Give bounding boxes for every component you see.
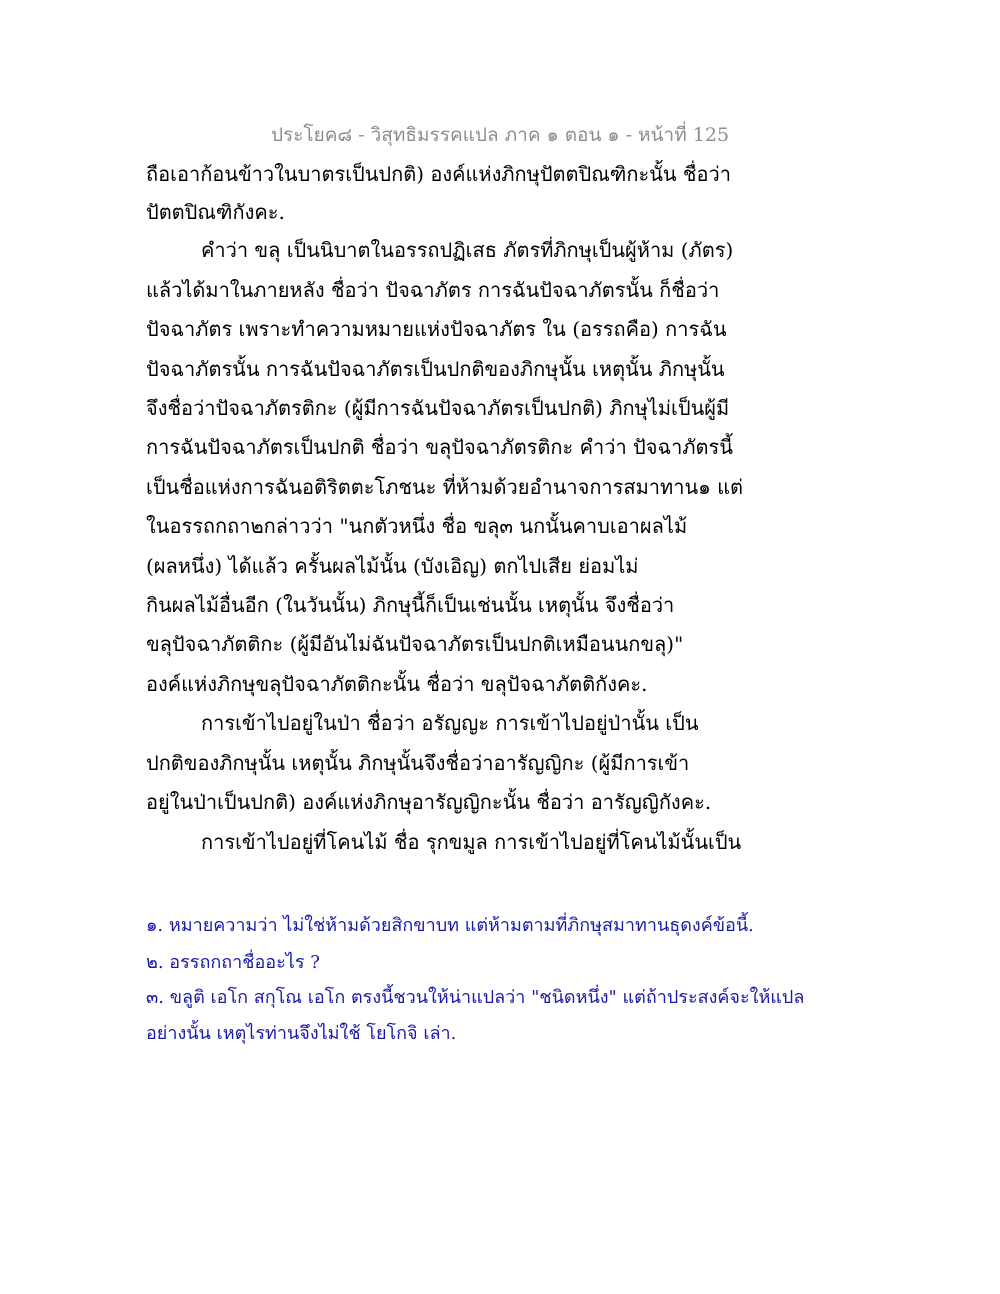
body-line: ปัตตปิณฑิกังคะ. [146, 200, 285, 224]
body-line: อยู่ในป่าเป็นปกติ) องค์แห่งภิกษุอารัญญิกะนั้น ชื่อว่า อารัญญิกังคะ. [146, 790, 712, 814]
body-line: กินผลไม้อื่นอีก (ในวันนั้น) ภิกษุนี้ก็เป็นเช่นนั้น เหตุนั้น จึงชื่อว่า [146, 593, 675, 617]
body-line: คําว่า ขลุ เป็นนิบาตในอรรถปฏิเสธ ภัตรที่ภิกษุเป็นผู้ห้าม (ภัตร) [201, 238, 734, 262]
body-line: ปกติของภิกษุนั้น เหตุนั้น ภิกษุนั้นจึงชื่อว่าอารัญญิกะ (ผู้มีการเข้า [146, 751, 690, 775]
body-line: จึงชื่อว่าปัจฉาภัตรติกะ (ผู้มีการฉันปัจฉาภัตรเป็นปกติ) ภิกษุไม่เป็นผู้มี [146, 396, 730, 420]
page-header: ประโยค๘ - วิสุทธิมรรคแปล ภาค ๑ ตอน ๑ - หน้าที่ 125 [270, 124, 730, 146]
body-line: ในอรรถกถา๒กล่าวว่า "นกตัวหนึ่ง ชื่อ ขลุ๓ นกนั้นคาบเอาผลไม้ [146, 514, 688, 538]
footnote-1: ๑. หมายความว่า ไม่ใช่ห้ามด้วยสิกขาบท แต่ห้ามตามที่ภิกษุสมาทานธุดงค์ข้อนี้. [146, 915, 754, 936]
footnote-2: ๒. อรรถกถาชื่ออะไร ? [146, 952, 320, 973]
footnote-3-continued: อย่างนั้น เหตุไรท่านจึงไม่ใช้ โยโกจิ เล่า. [146, 1023, 457, 1044]
body-line: แล้วได้มาในภายหลัง ชื่อว่า ปัจฉาภัตร การฉันปัจฉาภัตรนั้น ก็ชื่อว่า [146, 278, 720, 302]
body-line: เป็นชื่อแห่งการฉันอติริตตะโภชนะ ที่ห้ามด้วยอํานาจการสมาทาน๑ แต่ [146, 475, 744, 499]
body-line: ปัจฉาภัตร เพราะทําความหมายแห่งปัจฉาภัตร ใน (อรรถคือ) การฉัน [146, 317, 727, 341]
body-line: การเข้าไปอยู่ที่โคนไม้ ชื่อ รุกขมูล การเข้าไปอยู่ที่โคนไม้นั้นเป็น [201, 830, 742, 854]
body-line: ถือเอาก้อนข้าวในบาตรเป็นปกติ) องค์แห่งภิกษุปัตตปิณฑิกะนั้น ชื่อว่า [146, 162, 731, 186]
body-line: ขลุปัจฉาภัตติกะ (ผู้มีอันไม่ฉันปัจฉาภัตรเป็นปกติเหมือนนกขลุ)" [146, 632, 684, 656]
footnote-3: ๓. ขลูติ เอโก สกุโณ เอโก ตรงนี้ชวนให้น่าแปลว่า "ชนิดหนึ่ง" แต่ถ้าประสงค์จะให้แปล [146, 987, 805, 1008]
body-line: องค์แห่งภิกษุขลุปัจฉาภัตติกะนั้น ชื่อว่า ขลุปัจฉาภัตติกังคะ. [146, 672, 648, 696]
body-line: การฉันปัจฉาภัตรเป็นปกติ ชื่อว่า ขลุปัจฉาภัตรติกะ คําว่า ปัจฉาภัตรนี้ [146, 435, 733, 459]
body-line: ปัจฉาภัตรนั้น การฉันปัจฉาภัตรเป็นปกติของภิกษุนั้น เหตุนั้น ภิกษุนั้น [146, 357, 725, 381]
body-line: การเข้าไปอยู่ในป่า ชื่อว่า อรัญญะ การเข้าไปอยู่ป่านั้น เป็น [201, 711, 699, 735]
body-line: (ผลหนึ่ง) ได้แล้ว ครั้นผลไม้นั้น (บังเอิญ) ตกไปเสีย ย่อมไม่ [146, 554, 639, 578]
